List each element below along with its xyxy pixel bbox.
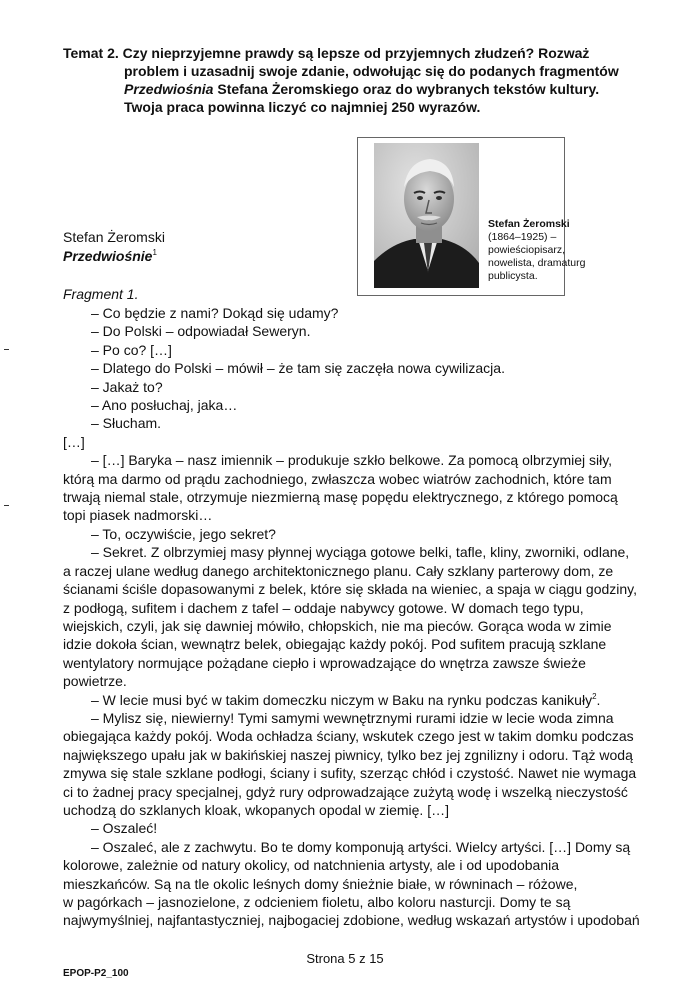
work-title	[63, 247, 157, 265]
portrait-photo	[374, 143, 479, 288]
work-title-text: Przedwiośnie	[63, 248, 153, 264]
page-number: Strona 5 z 15	[306, 951, 384, 966]
text-line	[63, 691, 643, 709]
text-line: najwymyślniej, najfantastyczniej, najbogaciej zdobione, według wskazań artystów i upodobań	[63, 912, 640, 929]
margin-mark	[4, 349, 9, 350]
text-line: – Słucham.	[91, 415, 162, 432]
text-line: – To, oczywiście, jego sekret?	[91, 525, 276, 542]
topic-line-3-rest: Stefana Żeromskiego oraz do wybranych tekstów kultury.	[217, 81, 600, 97]
text-line: a raczej ulane według danego architektonicznego planu. Cały szklany parterowy dom, ze	[63, 562, 614, 579]
topic-heading	[63, 44, 643, 116]
text-line: obiegająca każdy pokój. Woda ochładza ściany, wskutek czego jest w takim domku podczas	[63, 728, 634, 745]
text-line: mieszkańców. Są na tle okolic leśnych domy śnieżnie białe, w równinach – różowe,	[63, 875, 578, 892]
topic-line-2: problem i uzasadnij swoje zdanie, odwołując się do podanych fragmentów	[124, 63, 619, 79]
topic-line-4: Twoja praca powinna liczyć co najmniej 250 wyrazów.	[124, 99, 481, 115]
portrait-caption-line-2: powieściopisarz,	[488, 244, 566, 256]
portrait-name: Stefan Żeromski	[488, 218, 570, 230]
margin-mark	[4, 505, 9, 506]
text-line: – Oszaleć!	[91, 820, 158, 837]
text-line: z podłogą, sufitem i dachem z tafel – oddaje nabywcy gotowe. W domach tego typu,	[63, 599, 584, 616]
text-line: którą ma darmo od prądu zachodniego, zwłaszcza wobec wiatrów zachodnich, które tam	[63, 470, 612, 487]
exam-code: EPOP-P2_100	[63, 968, 129, 979]
footnote-mark-1: 1	[152, 248, 157, 257]
text-line: – Dlatego do Polski – mówił – że tam się zaczęła nowa cywilizacja.	[91, 360, 505, 377]
portrait-caption-line-1: (1864–1925) –	[488, 231, 557, 243]
text-line: ci to żadnej pracy specjalnej, gdyż rury odprowadzające zużytą wodę i wszelką nieczystość	[63, 783, 628, 800]
text-line: uchodzą do szklanych kloak, wkopanych opodal w ziemię. […]	[63, 801, 449, 818]
fragment-label: Fragment 1.	[63, 286, 139, 302]
fragment-text	[63, 304, 643, 930]
text-line: powietrze.	[63, 673, 127, 690]
text-line: […]	[63, 433, 85, 450]
topic-line-1: Temat 2. Czy nieprzyjemne prawdy są lepsze od przyjemnych złudzeń? Rozważ	[63, 45, 590, 61]
text-line: zmywa się stale szklane podłogi, ściany i sufity, szerząc chłód i czystość. Nawet nie wymaga	[63, 765, 637, 782]
text-line: – Co będzie z nami? Dokąd się udamy?	[91, 305, 339, 321]
topic-line-3	[63, 80, 643, 98]
text-line: ścianami ściśle dopasowanymi z belek, które się składa na wieniec, a spaja w ciągu godziny,	[63, 581, 638, 598]
text-line: – […] Baryka – nasz imiennik – produkuje szkło belkowe. Za pomocą olbrzymiej siły,	[91, 452, 613, 469]
text-line: wiejskich, czyli, jak się dawniej mówiło, chłopskich, nie ma pieców. Gorąca woda w zimie	[63, 617, 612, 634]
text-line: – Oszaleć, ale z zachwytu. Bo te domy komponują artyści. Wielcy artyści. […] Domy są	[91, 838, 631, 855]
text-line: – Mylisz się, niewierny! Tymi samymi wewnętrznymi rurami idzie w lecie woda zimna	[91, 709, 614, 726]
text-line: – Po co? […]	[91, 341, 172, 358]
text-line: kolorowe, zależnie od natury okolicy, od natchnienia artysty, ale i od upodobania	[63, 857, 560, 874]
portrait-caption-line-4: publicysta.	[488, 270, 538, 282]
portrait-caption	[488, 218, 586, 283]
text-line-body: – W lecie musi być w takim domeczku niczym w Baku na rynku podczas kanikuły	[91, 691, 593, 708]
author-name: Stefan Żeromski	[63, 229, 165, 245]
text-line: – Do Polski – odpowiadał Seweryn.	[91, 323, 311, 340]
text-line: trwają niemal stale, otrzymuje niezmierną masę popędu elektrycznego, z którego pomocą	[63, 489, 618, 506]
portrait-drawing	[374, 143, 479, 288]
text-line: wentylatory normujące pożądane ciepło i wprowadzające do wnętrza zawsze świeże	[63, 654, 586, 671]
text-line: – Jakaż to?	[91, 378, 163, 395]
portrait-box	[357, 137, 586, 296]
topic-italic-title: Przedwiośnia	[124, 81, 214, 97]
text-line: topi piasek nadmorski…	[63, 507, 213, 524]
text-line: największego upału jak w bakińskiej naszej piwnicy, tylko bez jej zgnilizny i odoru. Tąż wodą	[63, 746, 633, 763]
text-line: – Ano posłuchaj, jaka…	[91, 397, 238, 414]
text-line: w pagórkach – jasnozielone, z odcieniem fioletu, albo koloru nasturcji. Domy te są	[63, 894, 571, 910]
portrait-caption-line-3: nowelista, dramaturg	[488, 257, 586, 269]
text-line: idzie dokoła ścian, wewnątrz belek, obiegając każdy pokój. Pod sufitem pracują szklane	[63, 636, 607, 653]
text-line-period: .	[596, 691, 601, 708]
text-line: – Sekret. Z olbrzymiej masy płynnej wyciąga gotowe belki, tafle, kliny, zworniki, odlane,	[91, 544, 630, 561]
footnote-mark-2: 2	[592, 691, 597, 701]
